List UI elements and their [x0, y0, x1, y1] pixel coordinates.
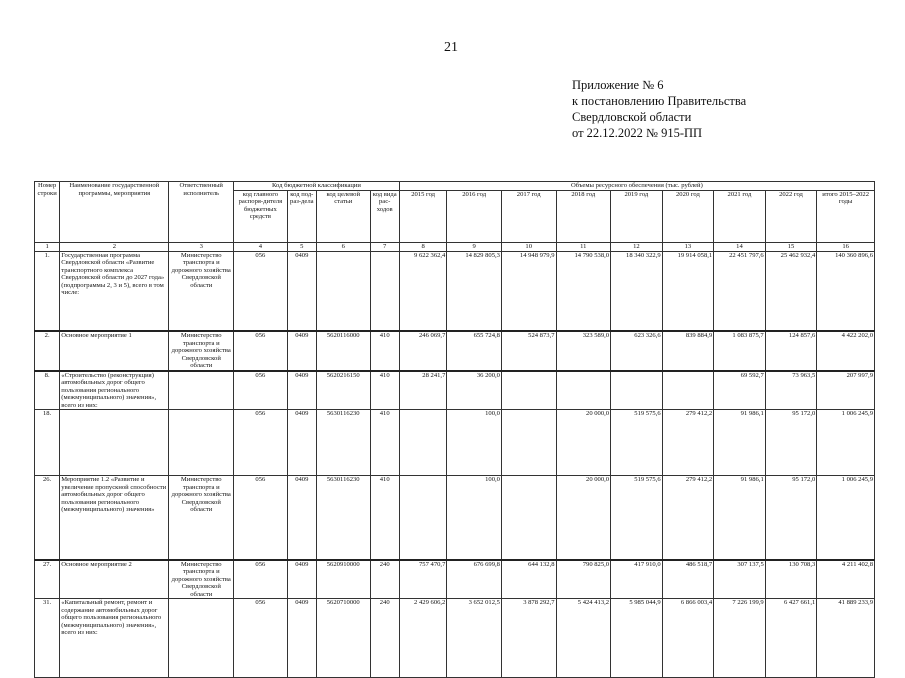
row-year-value — [501, 410, 556, 476]
header-total: итого 2015–2022 годы — [817, 190, 875, 242]
row-gr-sub: 0409 — [287, 560, 316, 599]
table-row — [35, 476, 875, 560]
row-gr-main: 056 — [234, 599, 288, 678]
row-name: «Строительство (реконструкция) автомобильных дорог общего пользования регионального (межмуниципального) значения», всего из них: — [60, 371, 169, 410]
row-exp: 410 — [370, 410, 399, 476]
row-executor — [169, 410, 234, 476]
row-year-value: 36 200,0 — [447, 371, 502, 410]
row-gr-sub: 0409 — [287, 331, 316, 371]
row-gr-sub: 0409 — [287, 599, 316, 678]
row-total-value: 41 889 233,9 — [817, 599, 875, 678]
table-row — [35, 560, 875, 599]
row-year-value: 2 429 606,2 — [399, 599, 447, 678]
header-year: 2020 год — [662, 190, 714, 242]
header-budget-code: Код бюджетной классификации — [234, 182, 400, 191]
row-name: Основное мероприятие 1 — [60, 331, 169, 371]
row-year-value: 1 083 875,7 — [714, 331, 766, 371]
row-year-value: 25 462 932,4 — [765, 251, 817, 331]
row-year-value: 69 592,7 — [714, 371, 766, 410]
row-year-value — [501, 371, 556, 410]
row-number: 27. — [35, 560, 60, 599]
row-total-value: 4 422 202,0 — [817, 331, 875, 371]
row-year-value: 644 132,8 — [501, 560, 556, 599]
row-year-value: 519 575,6 — [611, 410, 663, 476]
appendix-title: Приложение № 6 — [572, 78, 664, 92]
row-year-value: 20 000,0 — [556, 410, 611, 476]
row-gr-sub: 0409 — [287, 476, 316, 560]
col-number: 3 — [169, 242, 234, 251]
table-row — [35, 251, 875, 331]
row-year-value: 676 699,8 — [447, 560, 502, 599]
col-number: 1 — [35, 242, 60, 251]
row-number: 31. — [35, 599, 60, 678]
row-year-value: 28 241,7 — [399, 371, 447, 410]
row-exp: 240 — [370, 560, 399, 599]
row-year-value: 95 172,0 — [765, 476, 817, 560]
row-year-value: 73 963,5 — [765, 371, 817, 410]
row-year-value: 246 069,7 — [399, 331, 447, 371]
row-exp: 410 — [370, 371, 399, 410]
row-year-value: 279 412,2 — [662, 410, 714, 476]
table-row — [35, 371, 875, 410]
col-number: 14 — [714, 242, 766, 251]
row-year-value: 6 427 661,1 — [765, 599, 817, 678]
row-year-value: 524 873,7 — [501, 331, 556, 371]
appendix-line: к постановлению Правительства — [572, 94, 747, 108]
row-number: 8. — [35, 371, 60, 410]
row-year-value: 130 708,3 — [765, 560, 817, 599]
header-gr-sub: код под-раз-дела — [287, 190, 316, 242]
row-year-value — [399, 476, 447, 560]
row-year-value: 655 724,8 — [447, 331, 502, 371]
row-target: 5620116000 — [316, 331, 370, 371]
column-numbers-row — [35, 242, 875, 251]
header-name: Наименование государственной программы, мероприятия — [60, 182, 169, 243]
row-gr-main: 056 — [234, 476, 288, 560]
row-year-value: 91 986,1 — [714, 476, 766, 560]
col-number: 16 — [817, 242, 875, 251]
row-year-value: 323 589,0 — [556, 331, 611, 371]
col-number: 9 — [447, 242, 502, 251]
row-year-value — [501, 476, 556, 560]
col-number: 10 — [501, 242, 556, 251]
header-year: 2019 год — [611, 190, 663, 242]
row-total-value: 1 006 245,9 — [817, 410, 875, 476]
row-gr-main: 056 — [234, 410, 288, 476]
appendix-line: Свердловской области — [572, 110, 692, 124]
row-name — [60, 410, 169, 476]
row-year-value: 839 884,9 — [662, 331, 714, 371]
row-exp — [370, 251, 399, 331]
row-gr-sub: 0409 — [287, 371, 316, 410]
col-number: 12 — [611, 242, 663, 251]
row-exp: 410 — [370, 331, 399, 371]
row-year-value: 14 829 805,3 — [447, 251, 502, 331]
header-year: 2016 год — [447, 190, 502, 242]
header-exp: код вида рас-ходов — [370, 190, 399, 242]
row-executor: Министерство транспорта и дорожного хозяйства Свердловской области — [169, 331, 234, 371]
row-executor: Министерство транспорта и дорожного хозяйства Свердловской области — [169, 476, 234, 560]
row-number: 26. — [35, 476, 60, 560]
row-name: «Капитальный ремонт, ремонт и содержание автомобильных дорог общего пользования регионального (межмуниципального) значения», всего из них: — [60, 599, 169, 678]
header-funding: Объемы ресурсного обеспечения (тыс. рублей) — [399, 182, 874, 191]
row-number: 1. — [35, 251, 60, 331]
row-name: Основное мероприятие 2 — [60, 560, 169, 599]
row-year-value: 3 878 292,7 — [501, 599, 556, 678]
row-gr-main: 056 — [234, 371, 288, 410]
header-target: код целевой статьи — [316, 190, 370, 242]
row-exp: 410 — [370, 476, 399, 560]
row-gr-main: 056 — [234, 560, 288, 599]
row-year-value: 18 340 322,9 — [611, 251, 663, 331]
row-year-value: 22 451 797,6 — [714, 251, 766, 331]
row-year-value: 6 866 003,4 — [662, 599, 714, 678]
row-gr-main: 056 — [234, 251, 288, 331]
header-num: Номер строки — [35, 182, 60, 243]
row-target: 5630116230 — [316, 476, 370, 560]
row-year-value: 100,0 — [447, 476, 502, 560]
row-year-value: 100,0 — [447, 410, 502, 476]
row-gr-sub: 0409 — [287, 410, 316, 476]
header-year: 2018 год — [556, 190, 611, 242]
row-gr-sub: 0409 — [287, 251, 316, 331]
row-executor — [169, 371, 234, 410]
row-number: 2. — [35, 331, 60, 371]
header-year: 2017 год — [501, 190, 556, 242]
row-year-value — [611, 371, 663, 410]
row-target: 5620710000 — [316, 599, 370, 678]
col-number: 13 — [662, 242, 714, 251]
header-executor: Ответственный исполнитель — [169, 182, 234, 243]
row-number: 18. — [35, 410, 60, 476]
row-year-value: 307 137,5 — [714, 560, 766, 599]
header-gr-main: код главного распоря-дителя бюджетных средств — [234, 190, 288, 242]
col-number: 8 — [399, 242, 447, 251]
row-year-value: 7 226 199,9 — [714, 599, 766, 678]
row-total-value: 140 360 896,6 — [817, 251, 875, 331]
row-target — [316, 251, 370, 331]
col-number: 7 — [370, 242, 399, 251]
row-year-value: 20 000,0 — [556, 476, 611, 560]
row-gr-main: 056 — [234, 331, 288, 371]
header-year: 2021 год — [714, 190, 766, 242]
header-year: 2015 год — [399, 190, 447, 242]
row-total-value: 4 211 402,8 — [817, 560, 875, 599]
row-year-value: 790 825,0 — [556, 560, 611, 599]
appendix-header — [572, 77, 746, 141]
row-name: Мероприятие 1.2 «Развитие и увеличение пропускной способности автомобильных дорог общего пользования регионального (межмуниципального) значения» — [60, 476, 169, 560]
header-year: 2022 год — [765, 190, 817, 242]
row-total-value: 1 006 245,9 — [817, 476, 875, 560]
row-year-value: 279 412,2 — [662, 476, 714, 560]
row-exp: 240 — [370, 599, 399, 678]
row-target: 5630116230 — [316, 410, 370, 476]
table-row — [35, 331, 875, 371]
row-target: 5620910000 — [316, 560, 370, 599]
row-year-value: 14 948 979,9 — [501, 251, 556, 331]
row-executor: Министерство транспорта и дорожного хозяйства Свердловской области — [169, 560, 234, 599]
row-year-value: 417 910,0 — [611, 560, 663, 599]
funding-table — [34, 181, 875, 678]
col-number: 4 — [234, 242, 288, 251]
row-year-value: 623 326,6 — [611, 331, 663, 371]
row-year-value — [399, 410, 447, 476]
row-year-value: 19 914 058,1 — [662, 251, 714, 331]
row-total-value: 207 997,9 — [817, 371, 875, 410]
row-executor: Министерство транспорта и дорожного хозяйства Свердловской области — [169, 251, 234, 331]
row-year-value: 14 790 538,0 — [556, 251, 611, 331]
page-number: 21 — [444, 40, 458, 55]
row-year-value: 519 575,6 — [611, 476, 663, 560]
col-number: 11 — [556, 242, 611, 251]
row-year-value: 9 622 362,4 — [399, 251, 447, 331]
col-number: 6 — [316, 242, 370, 251]
row-name: Государственная программа Свердловской области «Развитие транспортного комплекса Свердловской области до 2027 года» (подпрограммы 2, 3 и 5), всего в том числе: — [60, 251, 169, 331]
row-target: 5620216150 — [316, 371, 370, 410]
row-year-value: 3 652 012,5 — [447, 599, 502, 678]
row-year-value: 124 857,6 — [765, 331, 817, 371]
appendix-date: от 22.12.2022 № 915-ПП — [572, 126, 703, 140]
row-year-value — [556, 371, 611, 410]
row-year-value: 5 985 044,9 — [611, 599, 663, 678]
col-number: 5 — [287, 242, 316, 251]
table-row — [35, 410, 875, 476]
row-year-value: 757 470,7 — [399, 560, 447, 599]
row-year-value: 91 986,1 — [714, 410, 766, 476]
row-year-value: 486 518,7 — [662, 560, 714, 599]
row-year-value — [662, 371, 714, 410]
row-executor — [169, 599, 234, 678]
row-year-value: 5 424 413,2 — [556, 599, 611, 678]
col-number: 15 — [765, 242, 817, 251]
row-year-value: 95 172,0 — [765, 410, 817, 476]
table-row — [35, 599, 875, 678]
col-number: 2 — [60, 242, 169, 251]
